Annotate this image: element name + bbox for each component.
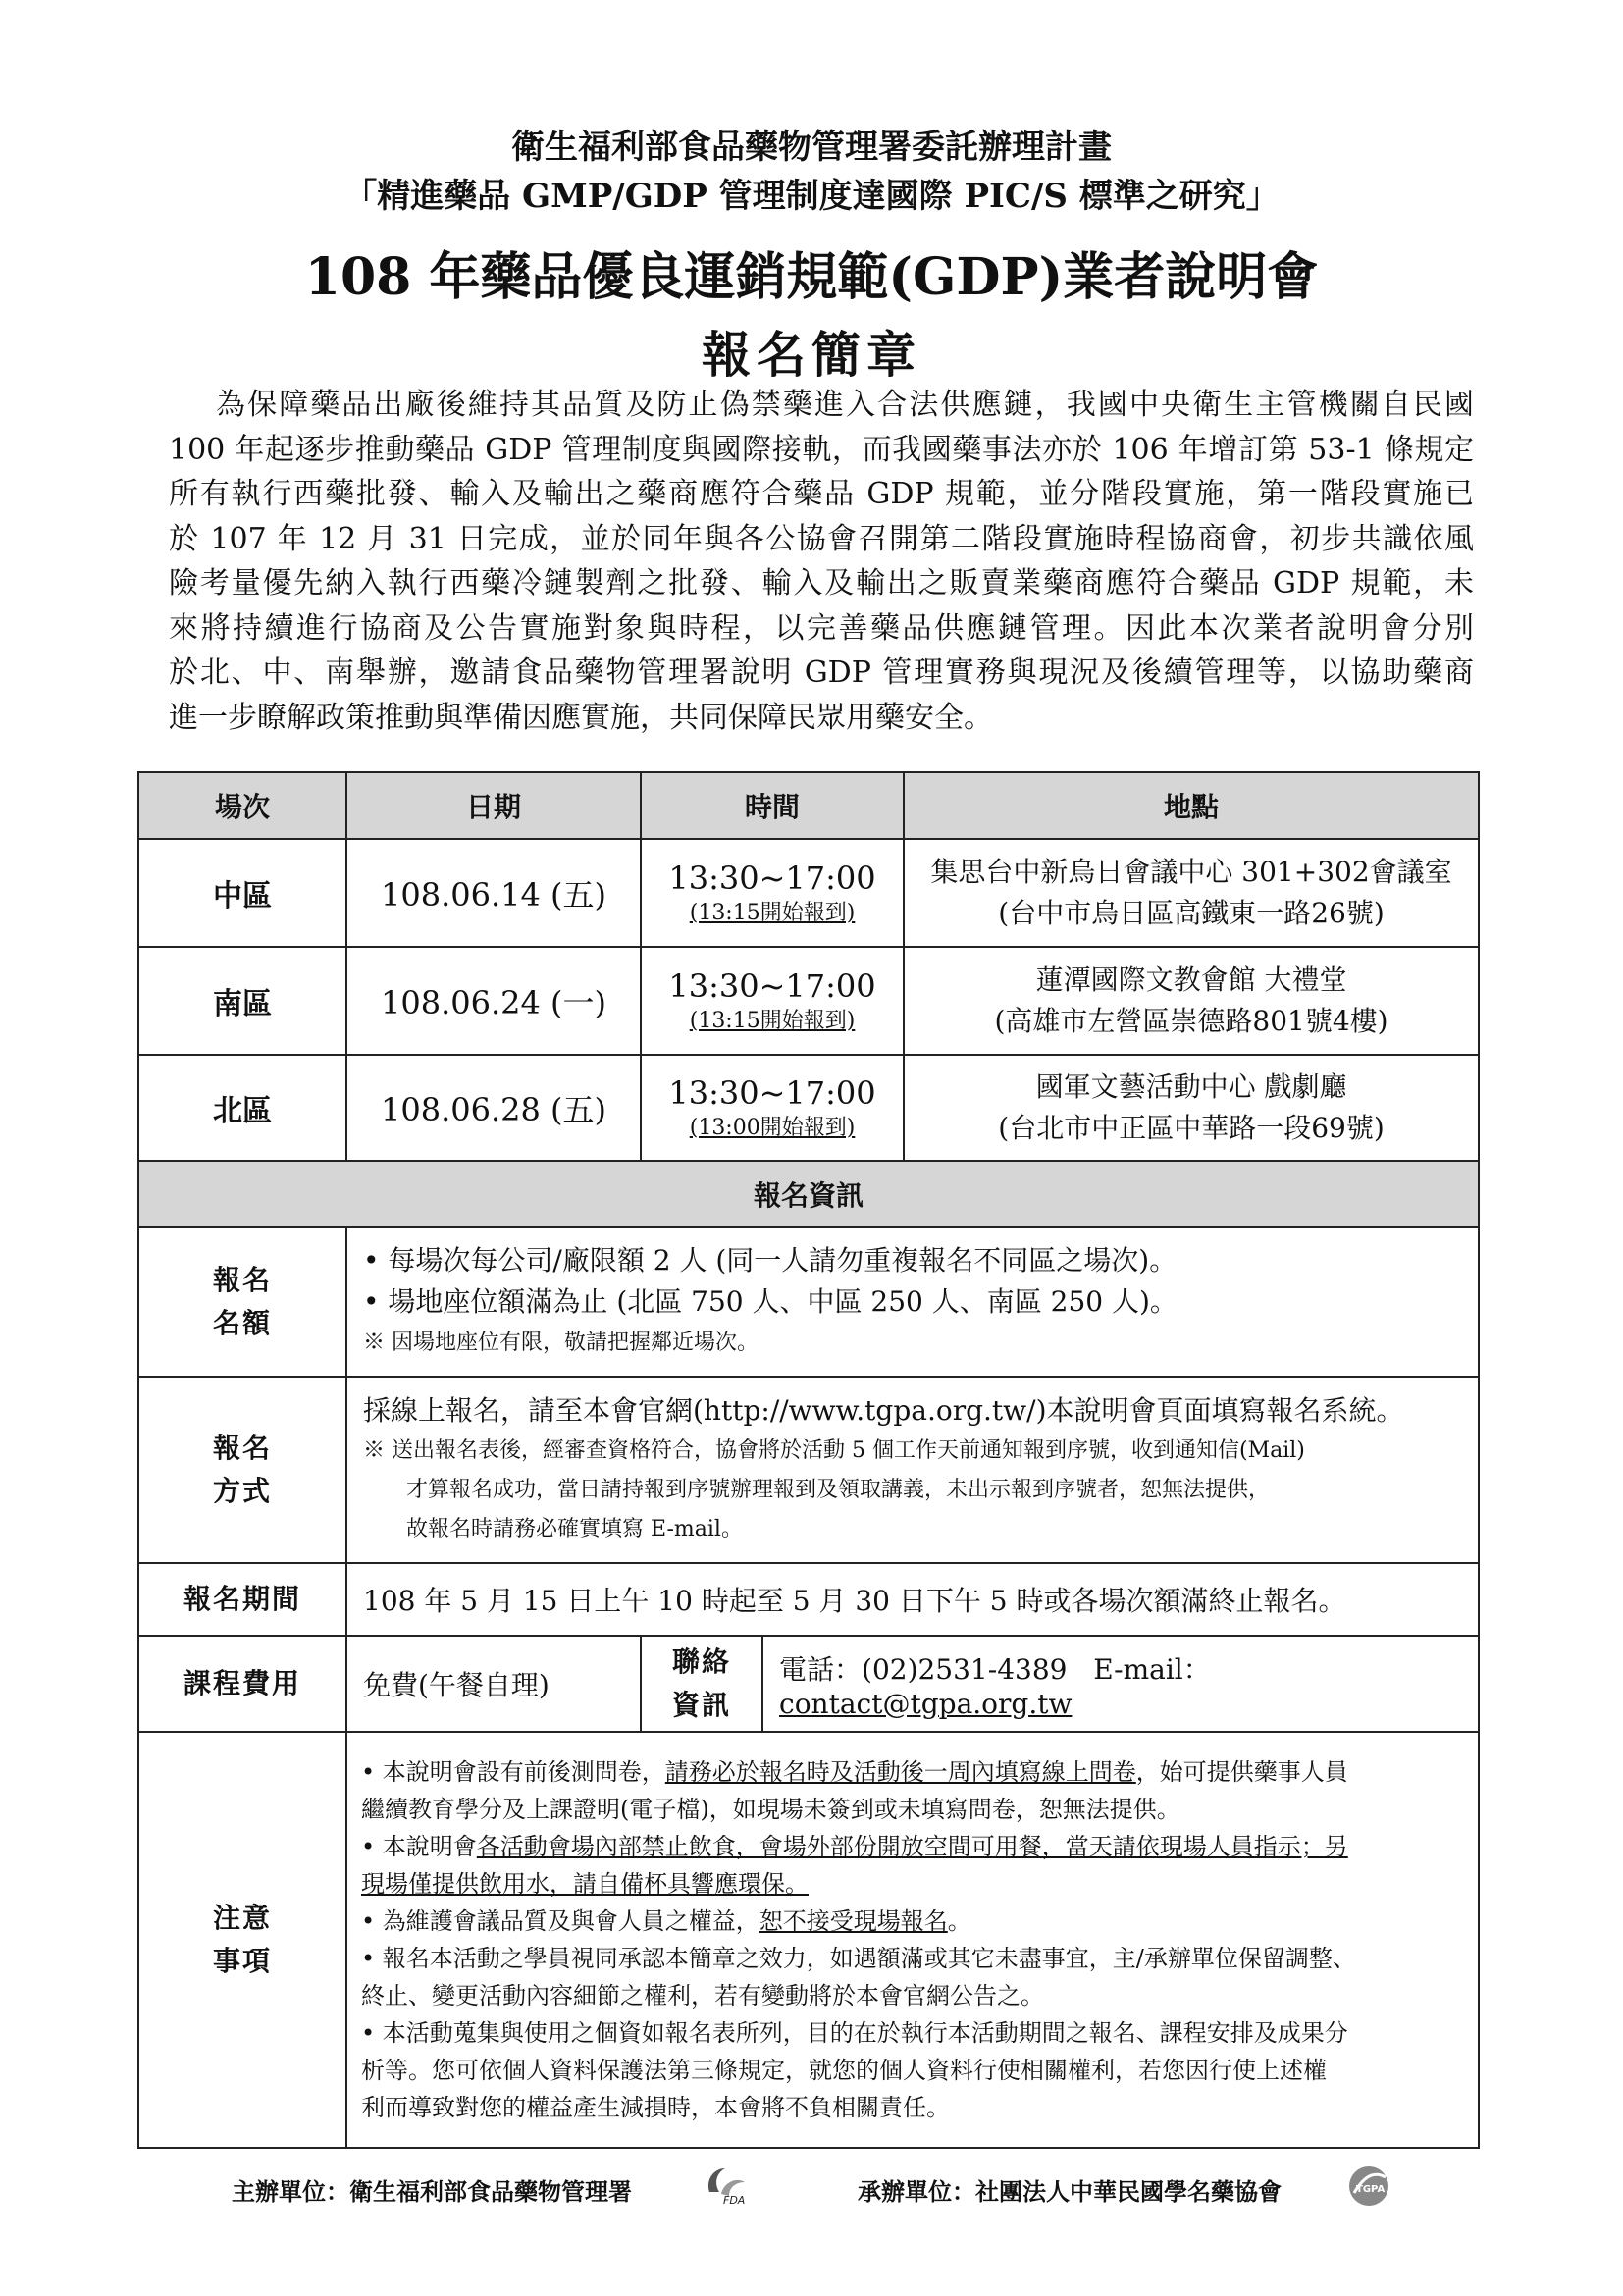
note-text: 為維護會議品質及與會人員之權益， — [382, 1907, 759, 1935]
quota-label-line: 報名 — [212, 1264, 272, 1296]
method-note-line: 才算報名成功，當日請持報到序號辦理報到及領取講義，未出示報到序號者，恕無法提供， — [406, 1478, 1271, 1502]
session-time-range: 13:30~17:00 — [668, 967, 876, 1005]
method-note-line: 故報名時請務必確實填寫 E-mail。 — [406, 1517, 743, 1541]
contact-label-line: 資訊 — [672, 1689, 732, 1721]
venue-name: 集思台中新烏日會議中心 301+302會議室 — [930, 856, 1452, 888]
method-note-line: ※ 送出報名表後，經審查資格符合，協會將於活動 5 個工作天前通知報到序號，收到通知信(Mail) — [363, 1438, 1305, 1463]
table-row — [138, 839, 1479, 947]
intro-line: 進一步瞭解政策推動與準備因應實施，共同保障民眾用藥安全。 — [169, 700, 993, 735]
period-label: 報名期間 — [138, 1563, 346, 1636]
list-item — [347, 1903, 1478, 1940]
session-time-range: 13:30~17:00 — [668, 860, 876, 897]
session-date: 108.06.24 (一) — [346, 947, 641, 1055]
page-title: 108 年藥品優良運銷規範(GDP)業者說明會 — [304, 247, 1319, 307]
session-area: 北區 — [138, 1055, 346, 1161]
session-date: 108.06.28 (五) — [346, 1055, 641, 1161]
list-item — [363, 1281, 1478, 1323]
contact-info — [762, 1636, 1479, 1732]
quota-label-line: 名額 — [212, 1307, 272, 1339]
commission-line: 衛生福利部食品藥物管理署委託辦理計畫 — [511, 128, 1112, 167]
intro-line: 於 107 年 12 月 31 日完成，並於同年與各公協會召開第二階段實施時程協商會，初步共識依風 — [169, 521, 1474, 556]
header-time: 時間 — [641, 772, 904, 839]
note-continuation: 繼續教育學分及上課證明(電子檔)，如現場未簽到或未填寫問卷，恕無法提供。 — [361, 1796, 1180, 1823]
fda-logo — [702, 2163, 760, 2210]
quota-bullet-text: 場地座位額滿為止 (北區 750 人、中區 250 人、南區 250 人)。 — [388, 1285, 1178, 1318]
bullet-icon: • — [361, 1758, 376, 1786]
session-time — [641, 947, 904, 1055]
note-underlined-text: 現場僅提供飲用水，請自備杯具響應環保。 — [361, 1870, 809, 1898]
intro-line: 來將持續進行協商及公告實施對象與時程，以完善藥品供應鏈管理。因此本次業者說明會分別 — [169, 610, 1474, 646]
co-organizer-text: 承辦單位：社團法人中華民國學名藥協會 — [858, 2177, 1282, 2206]
notes-label-line: 事項 — [212, 1945, 272, 1977]
project-title: 「精進藥品 GMP/GDP 管理制度達國際 PIC/S 標準之研究」 — [343, 177, 1280, 216]
method-row — [138, 1377, 1479, 1563]
intro-paragraph — [169, 383, 1474, 740]
fee-text: 免費(午餐自理) — [346, 1636, 641, 1732]
table-row — [138, 1055, 1479, 1161]
bullet-icon: • — [361, 2019, 376, 2047]
contact-email-label: E-mail： — [1093, 1652, 1211, 1686]
bullet-icon: • — [363, 1285, 380, 1318]
venue-address: (台中市烏日區高鐵東一路26號) — [998, 897, 1385, 929]
header-date: 日期 — [346, 772, 641, 839]
note-continuation: 終止、變更活動內容細節之權利，若有變動將於本會官網公告之。 — [361, 1982, 1044, 2009]
notes-content — [346, 1732, 1479, 2148]
method-label — [138, 1377, 346, 1563]
intro-line: 於北、中、南舉辦，邀請食品藥物管理署說明 GDP 管理實務與現況及後續管理等，以協助藥商 — [169, 655, 1474, 690]
contact-email-link[interactable]: contact@tgpa.org.tw — [779, 1687, 1073, 1720]
schedule-header-row — [138, 772, 1479, 839]
intro-line: 100 年起逐步推動藥品 GDP 管理制度與國際接軌，而我國藥事法亦於 106 年增訂第 53-1 條規定 — [169, 432, 1474, 467]
note-underlined-text: 請務必於報名時及活動後一周內填寫線上問卷 — [664, 1758, 1136, 1786]
session-area: 中區 — [138, 839, 346, 947]
session-date: 108.06.14 (五) — [346, 839, 641, 947]
contact-label — [641, 1636, 762, 1732]
intro-line: 險考量優先納入執行西藥冷鏈製劑之批發、輸入及輸出之販賣業藥商應符合藥品 GDP 規範，未 — [169, 566, 1474, 600]
session-venue — [904, 1055, 1479, 1161]
fda-logo-text: FDA — [723, 2194, 746, 2206]
venue-name: 國軍文藝活動中心 戲劇廳 — [1035, 1070, 1347, 1103]
method-main-text: 採線上報名，請至本會官網(http://www.tgpa.org.tw/)本說明會頁面填寫報名系統。 — [363, 1394, 1404, 1427]
list-item — [347, 1828, 1478, 1865]
notes-label-line: 注意 — [212, 1902, 272, 1934]
session-venue — [904, 839, 1479, 947]
method-label-line: 方式 — [212, 1475, 272, 1507]
fee-label: 課程費用 — [138, 1636, 346, 1732]
list-item — [347, 1940, 1478, 1977]
note-continuation — [347, 1865, 1478, 1903]
quota-label — [138, 1227, 346, 1377]
method-label-line: 報名 — [212, 1432, 272, 1464]
bullet-icon: • — [363, 1244, 380, 1277]
list-item — [363, 1240, 1478, 1281]
note-text: 本說明會設有前後測問卷， — [382, 1758, 665, 1786]
header-session: 場次 — [138, 772, 346, 839]
tgpa-logo-text: TGPA — [1356, 2184, 1386, 2195]
note-text: 本說明會 — [382, 1833, 477, 1860]
note-text: ，始可提供藥事人員 — [1135, 1758, 1348, 1786]
registration-header-row — [138, 1161, 1479, 1227]
session-checkin: (13:15開始報到) — [689, 1009, 856, 1033]
venue-address: (高雄市左營區崇德路801號4樓) — [994, 1005, 1388, 1037]
session-checkin: (13:15開始報到) — [689, 901, 856, 925]
list-item — [347, 2014, 1478, 2052]
table-row — [138, 947, 1479, 1055]
note-continuation: 析等。您可依個人資料保護法第三條規定，就您的個人資料行使相關權利，若您因行使上述權 — [361, 2057, 1327, 2084]
info-table — [137, 771, 1480, 2149]
session-checkin: (13:00開始報到) — [689, 1116, 856, 1140]
registration-section-title: 報名資訊 — [138, 1161, 1479, 1227]
venue-name: 蓮潭國際文教會館 大禮堂 — [1035, 964, 1347, 996]
notes-row — [138, 1732, 1479, 2148]
note-underlined-text: 恕不接受現場報名 — [759, 1907, 948, 1935]
note-underlined-text: 各活動會場內部禁止飲食，會場外部份開放空間可用餐，當天請依現場人員指示；另 — [476, 1833, 1348, 1860]
note-text: 本活動蒐集與使用之個資如報名表所列，目的在於執行本活動期間之報名、課程安排及成果分 — [382, 2019, 1348, 2047]
venue-address: (台北市中正區中華路一段69號) — [998, 1112, 1385, 1144]
note-text: 。 — [947, 1907, 971, 1935]
bullet-icon: • — [361, 1907, 376, 1935]
session-time — [641, 1055, 904, 1161]
quota-row — [138, 1227, 1479, 1377]
list-item — [347, 1753, 1478, 1791]
contact-phone: 電話：(02)2531-4389 — [779, 1652, 1068, 1686]
page-subtitle: 報名簡章 — [702, 326, 921, 384]
intro-line: 所有執行西藥批發、輸入及輸出之藥商應符合藥品 GDP 規範，並分階段實施，第一階段實施已 — [169, 477, 1474, 511]
tgpa-logo — [1346, 2164, 1391, 2213]
period-text: 108 年 5 月 15 日上午 10 時起至 5 月 30 日下午 5 時或各場次額滿終止報名。 — [346, 1563, 1479, 1636]
quota-bullet-text: 每場次每公司/廠限額 2 人 (同一人請勿重複報名不同區之場次)。 — [388, 1244, 1178, 1277]
notes-label — [138, 1732, 346, 2148]
header-venue: 地點 — [904, 772, 1479, 839]
fee-row — [138, 1636, 1479, 1732]
session-area: 南區 — [138, 947, 346, 1055]
contact-label-line: 聯絡 — [672, 1645, 732, 1678]
quota-content — [346, 1227, 1479, 1377]
session-venue — [904, 947, 1479, 1055]
bullet-icon: • — [361, 1833, 376, 1860]
session-time — [641, 839, 904, 947]
note-text: 報名本活動之學員視同承認本簡章之效力，如遇額滿或其它未盡事宜，主/承辦單位保留調整、 — [382, 1945, 1356, 1972]
intro-line: 為保障藥品出廠後維持其品質及防止偽禁藥進入合法供應鏈，我國中央衛生主管機關自民國 — [216, 388, 1474, 422]
note-continuation: 利而導致對您的權益產生減損時，本會將不負相關責任。 — [361, 2094, 950, 2121]
organizer-text: 主辦單位：衛生福利部食品藥物管理署 — [232, 2177, 632, 2206]
period-row — [138, 1563, 1479, 1636]
quota-note: ※ 因場地座位有限，敬請把握鄰近場次。 — [363, 1331, 759, 1355]
method-content — [346, 1377, 1479, 1563]
session-time-range: 13:30~17:00 — [668, 1074, 876, 1112]
bullet-icon: • — [361, 1945, 376, 1972]
